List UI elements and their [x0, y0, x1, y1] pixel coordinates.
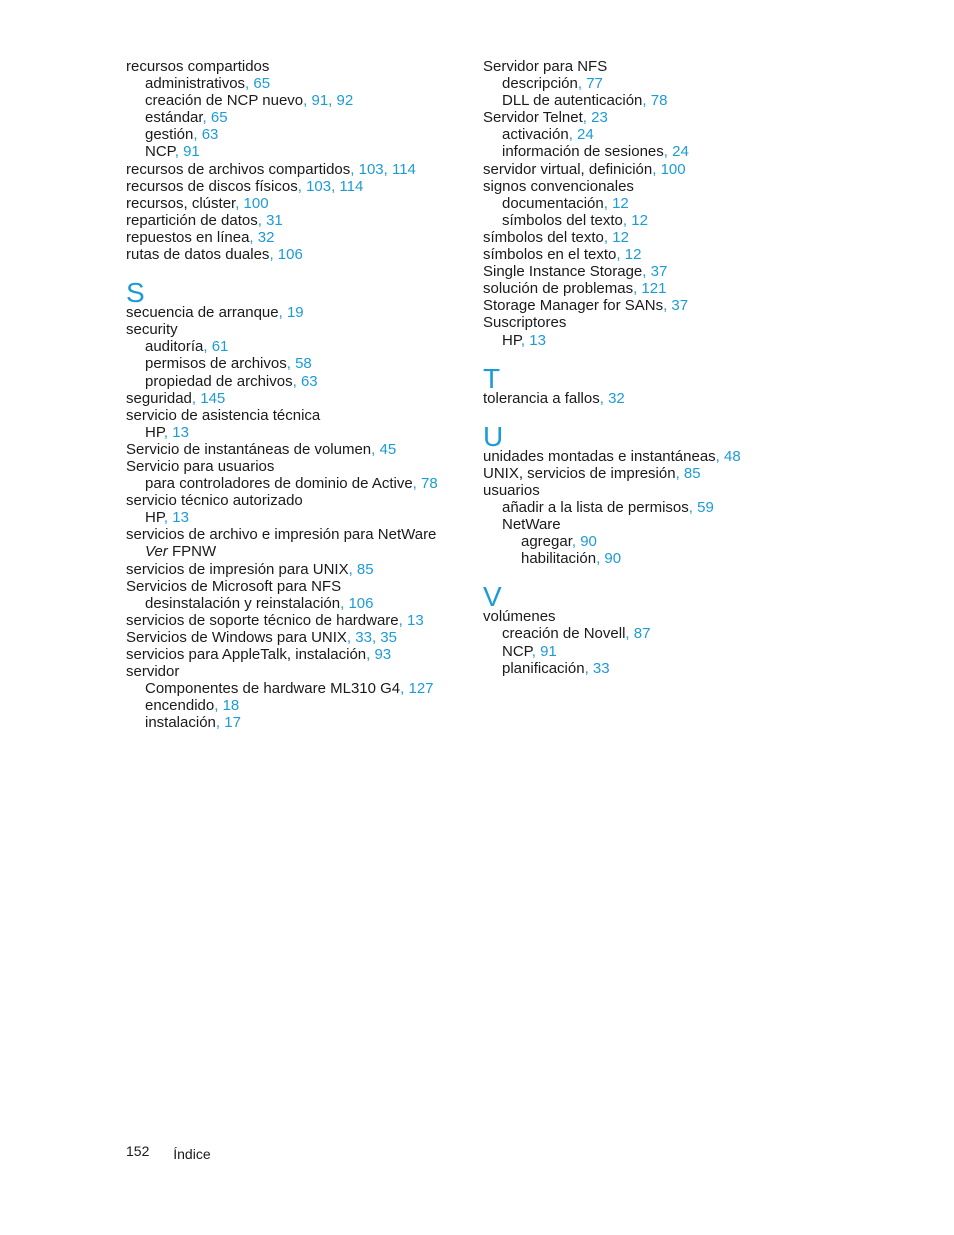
index-term: seguridad [126, 389, 192, 407]
page-number: 152 [126, 1143, 150, 1159]
page-reference-link[interactable]: , 91 [174, 143, 200, 161]
page-reference-link[interactable]: , 63 [292, 372, 318, 390]
index-entry [483, 660, 823, 677]
index-entry [126, 338, 466, 355]
page-reference-link[interactable]: , 13 [520, 331, 546, 349]
index-entry [126, 373, 466, 390]
page-reference-link[interactable]: , 32 [249, 228, 275, 246]
index-entry [126, 492, 466, 509]
index-entry [483, 92, 823, 109]
index-term: repartición de datos [126, 211, 258, 229]
page-reference-link[interactable]: , 32 [599, 389, 625, 407]
index-entry [126, 390, 466, 407]
index-term: auditoría [145, 338, 204, 356]
index-term: encendido [145, 697, 215, 715]
index-term: Servicios de Windows para UNIX [126, 628, 347, 646]
page-reference-link[interactable]: , 78 [412, 475, 438, 493]
index-entry [126, 595, 466, 612]
page-reference-link[interactable]: , 37 [642, 263, 668, 281]
index-term: rutas de datos duales [126, 246, 270, 264]
index-entry [126, 161, 466, 178]
index-term: para controladores de dominio de Active [145, 475, 413, 493]
index-term: Componentes de hardware ML310 G4 [145, 680, 401, 698]
index-term: security [126, 321, 178, 339]
index-term: creación de Novell [502, 625, 626, 643]
index-entry [483, 516, 823, 533]
page-reference-link[interactable]: , 37 [663, 297, 689, 315]
page-reference-link[interactable]: , 17 [215, 714, 241, 732]
index-entry [126, 407, 466, 424]
index-entry [126, 441, 466, 458]
index-term: recursos compartidos [126, 58, 270, 75]
index-entry [126, 714, 466, 731]
page-reference-link[interactable]: , 24 [663, 143, 689, 161]
page-reference-link[interactable]: , 18 [214, 697, 240, 715]
index-term: servicios de impresión para UNIX [126, 560, 349, 578]
page-reference-link[interactable]: , 93 [366, 646, 392, 663]
page-reference-link[interactable]: , 65 [202, 109, 228, 127]
index-term: gestión [145, 126, 194, 144]
index-entry [483, 229, 823, 246]
see-also-prefix: Ver [145, 543, 168, 561]
index-term: activación [502, 126, 569, 144]
index-term: servicio de asistencia técnica [126, 406, 321, 424]
index-entry [483, 178, 823, 195]
page-reference-link[interactable]: , 100 [652, 160, 686, 178]
page-reference-link[interactable]: , 85 [675, 464, 701, 482]
index-term: Servidor para NFS [483, 58, 608, 75]
page-reference-link[interactable]: , 87 [625, 625, 651, 643]
index-entry [126, 424, 466, 441]
index-entry [483, 643, 823, 660]
page-reference-link[interactable]: , 106 [340, 594, 374, 612]
index-term: símbolos del texto [502, 211, 623, 229]
index-entry [126, 475, 466, 492]
index-section-letter: T [483, 362, 501, 394]
index-term: añadir a la lista de permisos [502, 498, 689, 516]
index-term: unidades montadas e instantáneas [483, 447, 716, 465]
index-entry [483, 246, 823, 263]
index-entry [483, 482, 823, 499]
page-reference-link[interactable]: , 78 [642, 92, 668, 110]
index-term: servicios de soporte técnico de hardware [126, 611, 399, 629]
index-term: símbolos en el texto [483, 246, 617, 264]
page-reference-link[interactable]: , 12 [603, 228, 629, 246]
page-reference-link[interactable]: , 33, 35 [346, 628, 397, 646]
index-entry [126, 195, 466, 212]
index-entry [126, 126, 466, 143]
index-entry [126, 355, 466, 372]
page-reference-link[interactable]: , 31 [257, 211, 283, 229]
index-term: tolerancia a fallos [483, 389, 600, 407]
index-entry [126, 212, 466, 229]
index-entry [483, 465, 823, 482]
page-reference-link[interactable]: , 59 [688, 498, 714, 516]
index-term: repuestos en línea [126, 228, 250, 246]
index-term: volúmenes [483, 608, 556, 626]
index-term: información de sesiones [502, 143, 664, 161]
index-term: usuarios [483, 481, 540, 499]
page-reference-link[interactable]: , 45 [371, 440, 397, 458]
index-entry [126, 58, 466, 75]
index-term: Storage Manager for SANs [483, 297, 664, 315]
index-term: Servicio para usuarios [126, 457, 275, 475]
index-entry [483, 314, 823, 331]
index-entry [126, 578, 466, 595]
page-reference-link[interactable]: , 12 [603, 194, 629, 212]
index-entry [483, 58, 823, 75]
index-term: DLL de autenticación [502, 92, 643, 110]
page-reference-link[interactable]: , 85 [348, 560, 374, 578]
index-term: Servidor Telnet [483, 109, 583, 127]
index-entry [126, 509, 466, 526]
index-entry [483, 332, 823, 349]
index-term: habilitación [521, 550, 597, 568]
index-entry [483, 263, 823, 280]
index-entry [483, 625, 823, 642]
index-entry [483, 448, 823, 465]
index-entry [483, 280, 823, 297]
index-entry [126, 526, 466, 543]
index-term: creación de NCP nuevo [145, 92, 304, 110]
page-reference-link[interactable]: , 65 [245, 75, 271, 93]
page-reference-link[interactable]: , 127 [400, 680, 434, 698]
page-reference-link[interactable]: , 23 [582, 109, 608, 127]
index-section-letter: S [126, 277, 145, 309]
page-reference-link[interactable]: , 13 [163, 423, 189, 441]
index-entry [126, 543, 466, 560]
index-entry [126, 680, 466, 697]
page-reference-link[interactable]: , 91 [531, 642, 557, 660]
index-entry [126, 75, 466, 92]
index-section-letter: V [483, 581, 502, 613]
index-term: propiedad de archivos [145, 372, 293, 390]
page-reference-link[interactable]: , 24 [568, 126, 594, 144]
page-reference-link[interactable]: , 48 [715, 447, 741, 465]
index-entry [483, 212, 823, 229]
index-entry [126, 458, 466, 475]
index-term: UNIX, servicios de impresión [483, 464, 676, 482]
index-entry [126, 143, 466, 160]
index-column-right [483, 58, 823, 677]
index-term: secuencia de arranque [126, 304, 279, 322]
index-entry [483, 533, 823, 550]
index-entry [483, 109, 823, 126]
index-term: Servicios de Microsoft para NFS [126, 577, 342, 595]
index-entry [483, 297, 823, 314]
index-entry [483, 126, 823, 143]
index-term: Suscriptores [483, 314, 567, 332]
index-entry [126, 109, 466, 126]
index-term: Servicio de instantáneas de volumen [126, 440, 372, 458]
index-entry [126, 646, 466, 663]
section-label: Índice [173, 1146, 211, 1162]
index-term: recursos, clúster [126, 194, 236, 212]
page-reference-link[interactable]: , 63 [193, 126, 219, 144]
index-entry [483, 161, 823, 178]
page-reference-link[interactable]: , 90 [596, 550, 622, 568]
page-reference-link[interactable]: , 90 [571, 533, 597, 551]
page-reference-link[interactable]: , 33 [584, 659, 610, 677]
page-reference-link[interactable]: , 91, 92 [303, 92, 354, 110]
index-term: HP [502, 331, 521, 349]
index-term: servidor virtual, definición [483, 160, 653, 178]
index-term: servicio técnico autorizado [126, 492, 303, 510]
index-term: NetWare [502, 516, 561, 534]
index-term: signos convencionales [483, 177, 634, 195]
index-term: recursos de discos físicos [126, 177, 298, 195]
index-term: FPNW [167, 543, 217, 561]
index-term: permisos de archivos [145, 355, 287, 373]
index-term: solución de problemas [483, 280, 634, 298]
index-term: NCP [502, 642, 532, 660]
index-term: NCP [145, 143, 175, 161]
index-entry [483, 75, 823, 92]
page-reference-link[interactable]: , 100 [235, 194, 269, 212]
index-entry [483, 608, 823, 625]
index-term: estándar [145, 109, 203, 127]
page-reference-link[interactable]: , 77 [577, 75, 603, 93]
index-term: servicios de archivo e impresión para NetWare [126, 526, 437, 544]
index-term: desinstalación y reinstalación [145, 594, 341, 612]
index-column-left [126, 58, 466, 731]
page-reference-link[interactable]: , 58 [286, 355, 312, 373]
index-entry [483, 390, 823, 407]
index-term: recursos de archivos compartidos [126, 160, 351, 178]
page-reference-link[interactable]: , 61 [203, 338, 229, 356]
page-reference-link[interactable]: , 103, 114 [297, 177, 364, 195]
index-entry [483, 143, 823, 160]
index-entry [483, 499, 823, 516]
index-entry [126, 246, 466, 263]
page-reference-link[interactable]: , 121 [633, 280, 667, 298]
index-entry [126, 663, 466, 680]
page-reference-link[interactable]: , 12 [616, 246, 642, 264]
index-term: HP [145, 509, 164, 527]
index-entry [126, 92, 466, 109]
index-term: servicios para AppleTalk, instalación [126, 646, 367, 663]
page-reference-link[interactable]: , 103, 114 [350, 160, 416, 178]
index-term: agregar [521, 533, 572, 551]
index-entry [126, 629, 466, 646]
index-term: símbolos del texto [483, 228, 604, 246]
index-entry [126, 697, 466, 714]
page-reference-link[interactable]: , 145 [191, 389, 226, 407]
index-term: Single Instance Storage [483, 263, 643, 281]
index-term: planificación [502, 659, 585, 677]
page-footer [126, 1143, 211, 1162]
index-term: HP [145, 423, 164, 441]
index-term: descripción [502, 75, 578, 93]
index-entry [126, 178, 466, 195]
page-reference-link[interactable]: , 13 [163, 509, 189, 527]
index-term: documentación [502, 194, 604, 212]
index-term: administrativos [145, 75, 246, 93]
page-reference-link[interactable]: , 12 [622, 211, 648, 229]
index-entry [126, 229, 466, 246]
index-entry [126, 612, 466, 629]
index-term: instalación [145, 714, 216, 732]
index-section-letter: U [483, 420, 504, 452]
page-reference-link[interactable]: , 106 [269, 246, 303, 264]
index-entry [126, 304, 466, 321]
index-entry [126, 561, 466, 578]
index-term: servidor [126, 663, 180, 681]
page-reference-link[interactable]: , 13 [398, 611, 424, 629]
index-entry [483, 550, 823, 567]
page-reference-link[interactable]: , 19 [278, 304, 304, 322]
index-entry [126, 321, 466, 338]
index-entry [483, 195, 823, 212]
